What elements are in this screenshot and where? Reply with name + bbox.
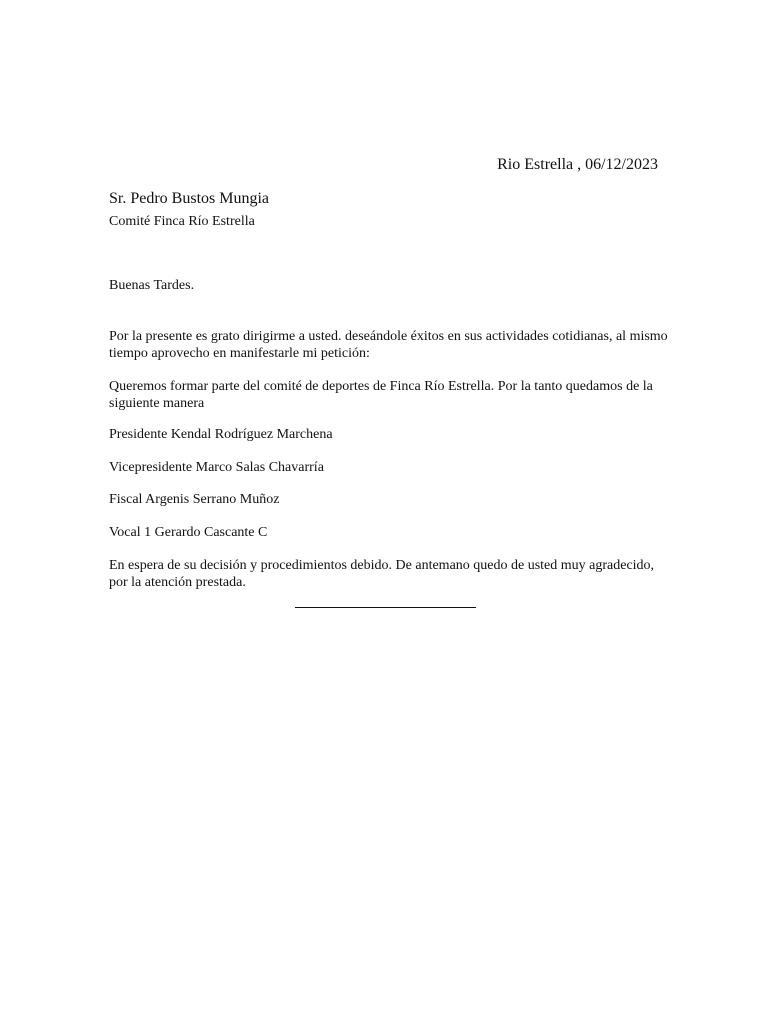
recipient-name: Sr. Pedro Bustos Mungia (109, 190, 270, 207)
greeting: Buenas Tardes. (109, 278, 195, 293)
recipient-organization: Comité Finca Río Estrella (109, 214, 255, 229)
member-vocal: Vocal 1 Gerardo Cascante C (109, 525, 268, 540)
member-fiscal: Fiscal Argenis Serrano Muñoz (109, 492, 280, 507)
intro-paragraph: Por la presente es grato dirigirme a usted. deseándole éxitos en sus actividades cotidianas, al mismo tiempo aprovecho en manifestarle mi petición: (109, 329, 668, 361)
member-vice-president: Vicepresidente Marco Salas Chavarría (109, 460, 324, 475)
member-president: Presidente Kendal Rodríguez Marchena (109, 427, 333, 442)
closing-paragraph: En espera de su decisión y procedimientos debido. De antemano quedo de usted muy agradecido, por la atención prestada. (109, 558, 655, 590)
signature-line (295, 607, 476, 608)
place-date: Rio Estrella , 06/12/2023 (497, 156, 658, 173)
request-paragraph: Queremos formar parte del comité de deportes de Finca Río Estrella. Por la tanto quedamos de la siguiente manera (109, 379, 653, 411)
